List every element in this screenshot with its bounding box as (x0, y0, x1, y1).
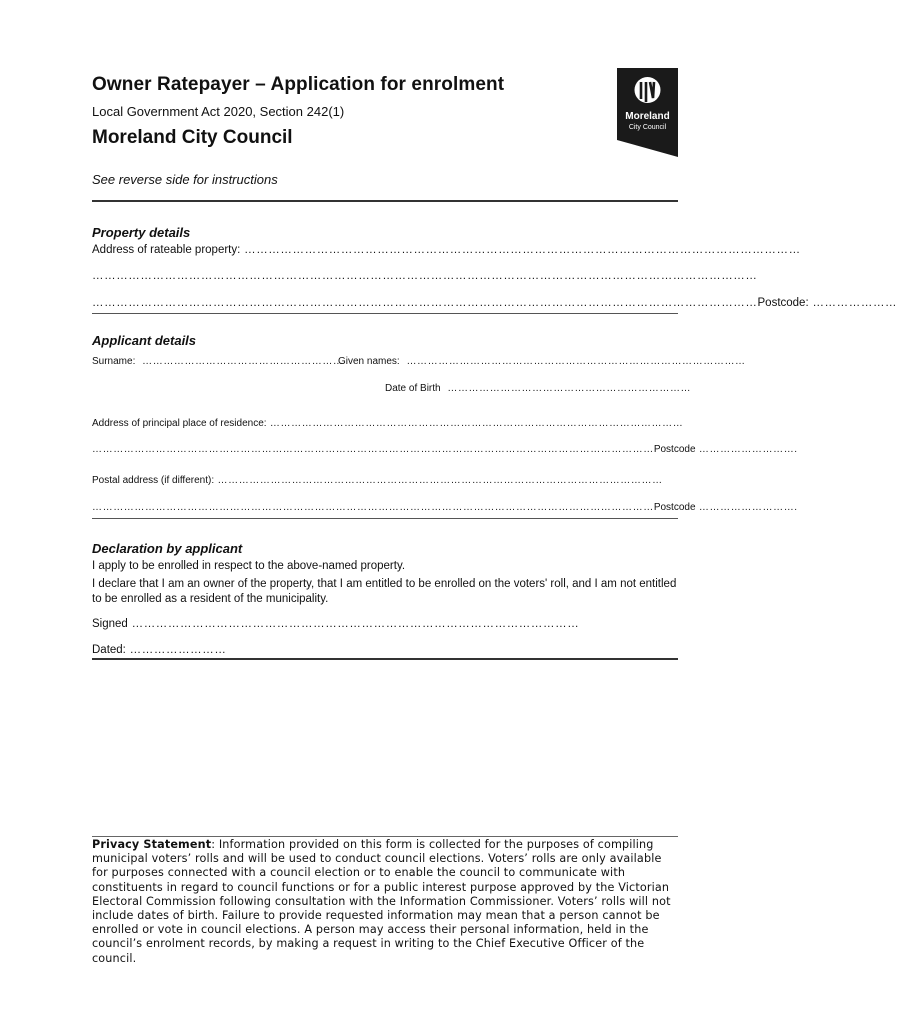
property-address-line-1[interactable]: Address of rateable property: ………………………………………………………………………………………………………………………… (92, 244, 801, 256)
council-name: Moreland City Council (92, 127, 293, 148)
residence-label: Address of principal place of residence: (92, 418, 267, 429)
postal-address-line-1[interactable]: Postal address (if different): ……………………………………………………………………………………………………………… (92, 475, 663, 486)
privacy-label: Privacy Statement (92, 838, 212, 851)
council-logo (617, 68, 678, 157)
property-postcode-label: Postcode: (757, 297, 809, 309)
name-row (92, 356, 746, 367)
property-address-line-3[interactable]: ………………………………………………………………………………………………………………………………………………… Postcode: ………………… (92, 297, 897, 309)
dated-label: Dated: (92, 644, 126, 656)
declaration-heading: Declaration by applicant (92, 541, 243, 556)
privacy-statement (92, 838, 678, 966)
signed-field[interactable]: Signed ………………………………………………………………………………………………… (92, 618, 580, 630)
surname-field[interactable]: Surname: ………………………………………………… (92, 356, 344, 367)
divider-property (92, 313, 678, 314)
surname-label: Surname: (92, 356, 136, 367)
residence-address-line-2[interactable]: …………………………………………………………………………………………………………………………………………… Postcode ………………………. (92, 444, 798, 455)
dated-field[interactable]: Dated: …………………… (92, 644, 227, 656)
logo-sub: City Council (628, 124, 667, 131)
declaration-apply: I apply to be enrolled in respect to the above-named property. (92, 560, 406, 572)
residence-postcode-label: Postcode (653, 444, 696, 455)
declaration-statement: I declare that I am an owner of the property, that I am entitled to be enrolled on the voters' roll, and I am not entitled to be enrolled as a resident of the municipality. (92, 578, 677, 605)
logo-badge-icon (617, 68, 678, 157)
act-reference: Local Government Act 2020, Section 242(1) (92, 104, 345, 119)
given-names-field[interactable]: Given names: …………………………………………………………………………………… (338, 356, 746, 367)
divider-applicant (92, 518, 678, 519)
signed-label: Signed (92, 618, 128, 630)
divider-declaration (92, 658, 678, 660)
given-names-label: Given names: (338, 356, 400, 367)
dob-label: Date of Birth (385, 383, 441, 394)
property-address-line-2[interactable]: ………………………………………………………………………………………………………………………………………………… (92, 270, 758, 282)
reverse-note: See reverse side for instructions (92, 172, 278, 187)
postal-address-line-2[interactable]: …………………………………………………………………………………………………………………………………………… Postcode ………………………. (92, 502, 798, 513)
privacy-text: : Information provided on this form is collected for the purposes of compiling municipal voters’ rolls and will be used to conduct council elections. Voters’ rolls are only available for purposes connected with a council election or to enable the council to communicate with constituents in regard to council functions or for a public interest purpose approved by the Victorian Electoral Commission following consultation with the Information Commissioner. Voters’ rolls will not include dates of birth. Failure to provide requested information may mean that a person cannot be enrolled or vote in council elections. A person may access their personal information, held in the council’s enrolment records, by making a request in writing to the Chief Executive Officer of the council. (92, 838, 671, 965)
applicant-heading: Applicant details (92, 333, 197, 348)
divider-top (92, 200, 678, 202)
property-heading: Property details (92, 225, 191, 240)
logo-name: Moreland (625, 111, 670, 122)
property-address-label: Address of rateable property: (92, 244, 241, 256)
postal-label: Postal address (if different): (92, 475, 215, 486)
residence-address-line-1[interactable]: Address of principal place of residence: ……………………………………………………………………………………………………… (92, 418, 684, 429)
dob-field[interactable]: Date of Birth …………………………………………………………… (385, 383, 692, 394)
postal-postcode-label: Postcode (653, 502, 696, 513)
form-title: Owner Ratepayer – Application for enrolment (92, 74, 505, 95)
divider-privacy (92, 836, 678, 837)
